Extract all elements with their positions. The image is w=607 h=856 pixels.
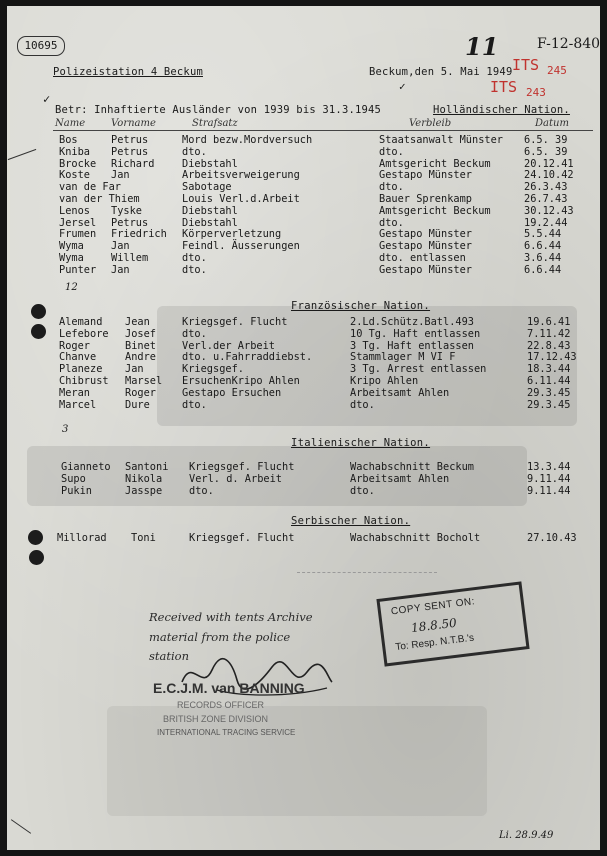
cell-offense: dto. [189,484,214,497]
cell-offense: Feindl. Äusserungen [182,240,300,253]
cell-date: 9.11.44 [527,472,571,485]
cell-first: Jan [125,363,144,376]
cell-name: Planeze [59,363,103,376]
cell-date: 26.3.43 [524,181,568,194]
table-row [7,205,600,217]
its-stamp: ITS [490,78,518,96]
table-row [7,399,600,411]
table-row [7,316,600,328]
cell-where: dto. [379,145,404,158]
cell-name: Marcel [59,398,97,411]
cell-date: 19.6.41 [527,316,571,328]
cell-date: 6.6.44 [524,263,562,276]
cell-name: Lenos [59,204,90,217]
cell-where: Wachabschnitt Beckum [350,461,474,473]
table-row [7,193,600,205]
cell-where: Stammlager M VI F [350,351,456,364]
cell-offense: Diebstahl [182,204,238,217]
cell-offense: Sabotage [182,181,232,194]
table-row [7,240,600,252]
cell-date: 19.2.44 [524,216,568,229]
stamp-recipient: To: Resp. N.T.B.'s [394,632,475,654]
bottom-note: Li. 28.9.49 [499,830,554,841]
margin-mark [11,819,31,834]
cell-date: 3.6.44 [524,252,562,264]
cell-date: 22.8.43 [527,339,571,352]
cell-first: Richard [111,157,155,170]
cell-first: Petrus [111,134,149,146]
its-stamp-number: 243 [526,86,546,99]
cell-name: Chibrust [59,375,109,387]
cell-name: Roger [59,339,90,352]
cell-where: Gestapo Münster [379,263,472,276]
cell-date: 9.11.44 [527,484,571,497]
cell-first: Jan [111,263,130,276]
handwritten-page-mark: 11 [465,32,499,61]
cell-offense: Verl. d. Arbeit [189,472,282,485]
cell-first: Marsel [125,375,163,387]
cell-offense: dto. u.Fahrraddiebst. [182,351,313,364]
cell-where: Arbeitsamt Ahlen [350,386,450,399]
signatory-unit: BRITISH ZONE DIVISION [163,714,269,724]
cell-first: Petrus [111,145,149,158]
cell-first: Nikola [125,472,163,485]
cell-offense: dto. [182,145,207,158]
cell-name: Brocke [59,157,97,170]
its-stamp-number: 245 [547,64,567,77]
cell-date: 5.5.44 [524,228,562,241]
column-heading-firstname: Vorname [111,118,156,129]
cell-name: Frumen [59,228,97,241]
handwritten-note-line-2: material from the police [149,630,291,644]
cell-where: dto. [379,216,404,229]
cell-name: Gianneto [61,461,111,473]
cell-first: Jan [111,169,130,182]
signatory-title: RECORDS OFFICER [177,700,265,710]
cell-offense: dto. [182,327,207,340]
cell-date: 6.6.44 [524,240,562,253]
checkmark-icon: ✓ [43,92,51,106]
cell-where: Gestapo Münster [379,240,472,253]
cell-date: 26.7.43 [524,193,568,205]
cell-name: Jersel [59,216,97,229]
column-heading-whereabouts: Verbleib [409,118,452,129]
cell-date: 30.12.43 [524,204,574,217]
cell-offense: Kriegsgef. Flucht [189,461,295,473]
table-row [7,532,600,544]
table-row [7,252,600,264]
its-stamp: ITS [512,56,540,74]
cell-name: Millorad [57,532,107,544]
cell-date: 18.3.44 [527,363,571,376]
cell-offense: Kriegsgef. [182,363,244,376]
nation-heading-italian: Italienischer Nation. [291,437,431,449]
stamp-label: COPY SENT ON: [390,596,476,618]
table-row [7,351,600,363]
cell-name: Wyma [59,252,84,264]
cell-first: Tyske [111,204,142,217]
handwritten-note-line-3: station [149,649,190,663]
reference-number: F-12-840 [537,36,600,52]
cell-first: Dure [125,398,150,411]
table-row [7,485,600,497]
cell-first: Friedrich [111,228,167,241]
table-row [7,146,600,158]
file-number: 10695 [17,36,65,56]
table-row [7,473,600,485]
nation-heading-french: Französischer Nation. [291,300,431,312]
cell-date: 29.3.45 [527,386,571,399]
cell-where: Arbeitsamt Ahlen [350,472,450,485]
table-row [7,217,600,229]
table-row [7,264,600,276]
checkmark-icon: ✓ [399,80,406,93]
handwritten-note-line-1: Received with tents Archive [149,610,313,624]
cell-offense: Louis Verl.d.Arbeit [182,193,300,205]
table-row [7,228,600,240]
table-row [7,181,600,193]
cell-date: 27.10.43 [527,532,577,544]
cell-first: Josef [125,327,156,340]
cell-where: dto. [379,181,404,194]
cell-name: van de Far [59,181,121,194]
punch-hole [29,550,44,565]
cell-date: 13.3.44 [527,461,571,473]
cell-date: 17.12.43 [527,351,577,364]
cell-offense: Diebstahl [182,216,238,229]
cell-name: Chanve [59,351,97,364]
cell-name: Lefebore [59,327,109,340]
cell-date: 6.5. 39 [524,145,568,158]
cell-offense: Kriegsgef. Flucht [189,532,295,544]
table-row [7,158,600,170]
cell-name: Wyma [59,240,84,253]
table-row [7,134,600,146]
cell-offense: Mord bezw.Mordversuch [182,134,313,146]
table-row [7,375,600,387]
cell-where: Amtsgericht Beckum [379,204,491,217]
cell-name: Pukin [61,484,92,497]
nation-heading-serbian: Serbischer Nation. [291,515,411,527]
cell-offense: Gestapo Ersuchen [182,386,282,399]
cell-where: Wachabschnitt Bocholt [350,532,481,544]
cell-date: 29.3.45 [527,398,571,411]
cell-date: 7.11.42 [527,327,571,340]
cell-first: Jan [111,240,130,253]
table-row [7,169,600,181]
cell-date: 6.11.44 [527,375,571,387]
cell-where: Bauer Sprenkamp [379,193,472,205]
cell-name: Punter [59,263,97,276]
place-and-date: Beckum,den 5. Mai 1949 [369,66,513,78]
cell-date: 20.12.41 [524,157,574,170]
cell-first: Jean [125,316,150,328]
table-row [7,340,600,352]
page-mark-12: 12 [65,282,78,293]
cell-name: van der Thiem [59,193,140,205]
cell-first: Roger [125,386,156,399]
police-station-header: Polizeistation 4 Beckum [53,66,203,78]
table-row [7,363,600,375]
column-heading-name: Name [55,118,86,129]
cell-date: 24.10.42 [524,169,574,182]
cell-where: Staatsanwalt Münster [379,134,503,146]
cell-name: Koste [59,169,90,182]
cell-offense: Verl.der Arbeit [182,339,275,352]
cell-first: Toni [131,532,156,544]
cell-date: 6.5. 39 [524,134,568,146]
column-heading-date: Datum [535,118,569,129]
cell-offense: Kriegsgef. Flucht [182,316,288,328]
cell-offense: dto. [182,398,207,411]
cell-where: dto. entlassen [379,252,466,264]
stamp-date: 18.8.50 [410,615,458,636]
cell-first: Petrus [111,216,149,229]
subject-line: Betr: Inhaftierte Ausländer von 1939 bis 31.3.1945 [55,104,382,116]
cell-where: Gestapo Münster [379,169,472,182]
cell-offense: ErsuchenKripo Ahlen [182,375,300,387]
cell-where: 2.Ld.Schütz.Batl.493 [350,316,474,328]
cell-offense: Körperverletzung [182,228,282,241]
cell-first: Binet [125,339,156,352]
table-row [7,328,600,340]
signatory-name: E.C.J.M. van BANNING [153,680,305,696]
cell-first: Jasspe [125,484,163,497]
document-page [7,6,600,850]
cell-where: 3 Tg. Haft entlassen [350,339,474,352]
cell-first: Santoni [125,461,169,473]
cell-offense: Diebstahl [182,157,238,170]
table-row [7,387,600,399]
cell-offense: dto. [182,263,207,276]
cell-offense: dto. [182,252,207,264]
table-row [7,461,600,473]
cell-where: 10 Tg. Haft entlassen [350,327,481,340]
cell-name: Kniba [59,145,90,158]
cell-where: Amtsgericht Beckum [379,157,491,170]
cell-first: Willem [111,252,149,264]
column-heading-offense: Strafsatz [192,118,238,129]
nation-heading-dutch: Holländischer Nation. [433,104,570,116]
cell-where: 3 Tg. Arrest entlassen [350,363,487,376]
cell-where: dto. [350,484,375,497]
cell-where: Gestapo Münster [379,228,472,241]
cell-offense: Arbeitsverweigerung [182,169,300,182]
cell-name: Bos [59,134,78,146]
page-mark-3: 3 [62,424,69,435]
cell-first: Andre [125,351,156,364]
header-rule [53,130,593,131]
cell-name: Meran [59,386,90,399]
cell-where: dto. [350,398,375,411]
cell-name: Alemand [59,316,103,328]
signatory-organisation: INTERNATIONAL TRACING SERVICE [157,728,296,737]
cell-where: Kripo Ahlen [350,375,419,387]
copy-sent-stamp [376,581,529,666]
cell-name: Supo [61,472,86,485]
faint-rule [297,572,437,573]
